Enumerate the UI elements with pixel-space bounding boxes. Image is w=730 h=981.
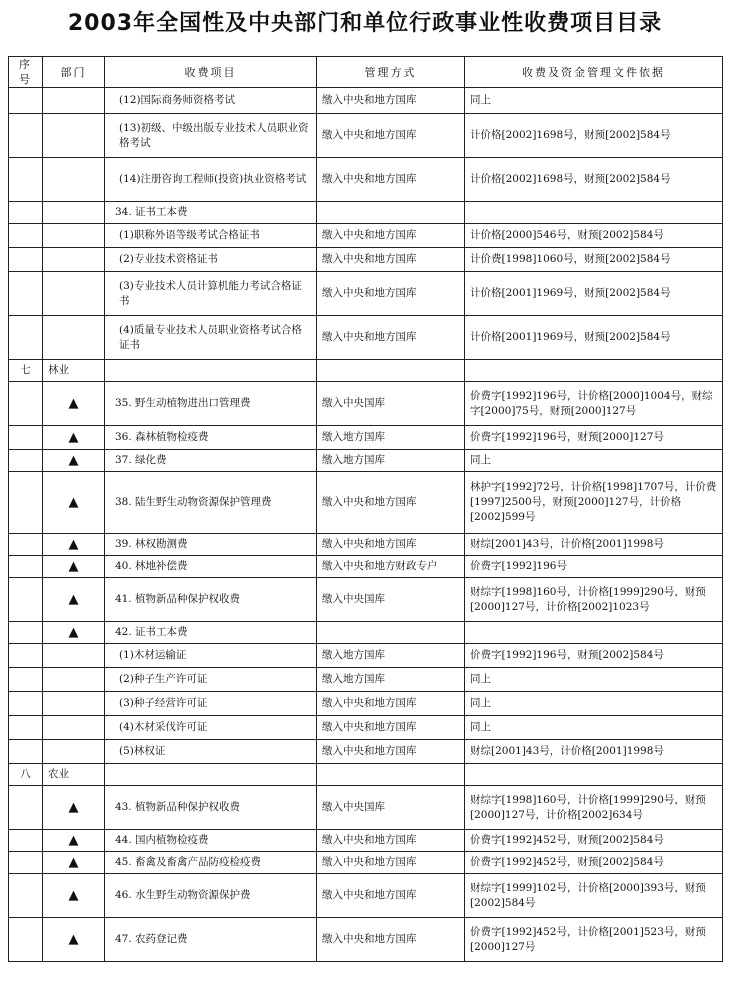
row-number <box>9 644 43 668</box>
management-method <box>317 764 465 786</box>
row-number <box>9 248 43 272</box>
fee-item-name: 43. 植物新品种保护权收费 <box>105 786 317 830</box>
document-basis: 价费字[1992]452号，计价格[2001]523号，财预[2000]127号 <box>465 918 723 962</box>
management-method: 缴入中央国库 <box>317 578 465 622</box>
department-name <box>43 158 105 202</box>
fee-item-name: 39. 林权勘测费 <box>105 534 317 556</box>
table-row <box>9 918 723 962</box>
table-row <box>9 114 723 158</box>
management-method: 缴入中央和地方国库 <box>317 874 465 918</box>
central-dept-marker: ▲ <box>43 918 105 962</box>
row-number <box>9 382 43 426</box>
row-number <box>9 472 43 534</box>
fee-table <box>8 56 723 962</box>
document-basis <box>465 202 723 224</box>
document-basis: 计价格[2002]1698号，财预[2002]584号 <box>465 158 723 202</box>
table-row <box>9 874 723 918</box>
table-row <box>9 426 723 450</box>
row-number <box>9 534 43 556</box>
document-basis: 价费字[1992]196号，财预[2000]127号 <box>465 426 723 450</box>
department-name <box>43 114 105 158</box>
management-method: 缴入中央和地方国库 <box>317 830 465 852</box>
management-method: 缴入地方国库 <box>317 644 465 668</box>
document-basis: 计价格[2001]1969号，财预[2002]584号 <box>465 272 723 316</box>
department-name <box>43 316 105 360</box>
table-row <box>9 644 723 668</box>
header-basis: 收费及资金管理文件依据 <box>465 57 723 88</box>
row-number <box>9 158 43 202</box>
management-method: 缴入中央国库 <box>317 382 465 426</box>
fee-item-name: (1)职称外语等级考试合格证书 <box>105 224 317 248</box>
row-number <box>9 740 43 764</box>
document-basis: 计价格[2002]1698号，财预[2002]584号 <box>465 114 723 158</box>
document-basis: 计价格[2000]546号，财预[2002]584号 <box>465 224 723 248</box>
document-basis: 同上 <box>465 88 723 114</box>
table-row <box>9 450 723 472</box>
department-name <box>43 740 105 764</box>
central-dept-marker: ▲ <box>43 472 105 534</box>
department-name <box>43 248 105 272</box>
fee-item-name: 35. 野生动植物进出口管理费 <box>105 382 317 426</box>
fee-item-name: 37. 绿化费 <box>105 450 317 472</box>
row-number <box>9 852 43 874</box>
table-row <box>9 248 723 272</box>
management-method: 缴入中央和地方国库 <box>317 716 465 740</box>
table-row <box>9 578 723 622</box>
row-number: 八 <box>9 764 43 786</box>
central-dept-marker: ▲ <box>43 556 105 578</box>
row-number <box>9 450 43 472</box>
row-number <box>9 224 43 248</box>
central-dept-marker: ▲ <box>43 786 105 830</box>
department-name <box>43 88 105 114</box>
management-method: 缴入中央和地方国库 <box>317 272 465 316</box>
department-name: 农业 <box>43 764 105 786</box>
management-method: 缴入地方国库 <box>317 668 465 692</box>
header-dept: 部门 <box>43 57 105 88</box>
row-number <box>9 918 43 962</box>
fee-item-name: (5)林权证 <box>105 740 317 764</box>
table-row <box>9 472 723 534</box>
document-basis: 同上 <box>465 668 723 692</box>
document-basis <box>465 360 723 382</box>
fee-item-name: (2)种子生产许可证 <box>105 668 317 692</box>
management-method: 缴入地方国库 <box>317 426 465 450</box>
row-number <box>9 716 43 740</box>
management-method: 缴入中央和地方国库 <box>317 852 465 874</box>
central-dept-marker: ▲ <box>43 852 105 874</box>
header-row <box>9 57 723 88</box>
central-dept-marker: ▲ <box>43 382 105 426</box>
management-method: 缴入中央和地方国库 <box>317 534 465 556</box>
central-dept-marker: ▲ <box>43 578 105 622</box>
table-row <box>9 852 723 874</box>
management-method: 缴入中央和地方国库 <box>317 158 465 202</box>
document-basis: 价费字[1992]196号 <box>465 556 723 578</box>
document-basis: 价费字[1992]452号，财预[2002]584号 <box>465 830 723 852</box>
document-basis <box>465 622 723 644</box>
management-method: 缴入中央和地方国库 <box>317 248 465 272</box>
department-name <box>43 716 105 740</box>
table-row <box>9 716 723 740</box>
row-number <box>9 202 43 224</box>
table-row <box>9 316 723 360</box>
fee-item-name <box>105 764 317 786</box>
table-row <box>9 556 723 578</box>
row-number <box>9 556 43 578</box>
row-number <box>9 578 43 622</box>
document-basis: 财综[2001]43号，计价格[2001]1998号 <box>465 740 723 764</box>
fee-item-name: 46. 水生野生动物资源保护费 <box>105 874 317 918</box>
department-name <box>43 202 105 224</box>
header-mgmt: 管理方式 <box>317 57 465 88</box>
central-dept-marker: ▲ <box>43 622 105 644</box>
table-row <box>9 786 723 830</box>
row-number <box>9 692 43 716</box>
management-method: 缴入中央国库 <box>317 786 465 830</box>
management-method: 缴入中央和地方国库 <box>317 316 465 360</box>
document-basis: 同上 <box>465 692 723 716</box>
fee-item-name: 47. 农药登记费 <box>105 918 317 962</box>
fee-item-name: 45. 畜禽及畜禽产品防疫检疫费 <box>105 852 317 874</box>
document-basis: 计价费[1998]1060号，财预[2002]584号 <box>465 248 723 272</box>
fee-item-name: (1)木材运输证 <box>105 644 317 668</box>
fee-item-name: (13)初级、中级出版专业技术人员职业资格考试 <box>105 114 317 158</box>
fee-item-name: 44. 国内植物检疫费 <box>105 830 317 852</box>
table-row <box>9 88 723 114</box>
table-row <box>9 830 723 852</box>
table-row <box>9 740 723 764</box>
document-basis: 价费字[1992]196号，财预[2002]584号 <box>465 644 723 668</box>
table-row <box>9 764 723 786</box>
table-row <box>9 382 723 426</box>
management-method: 缴入中央和地方国库 <box>317 88 465 114</box>
document-basis: 财综字[1999]102号，计价格[2000]393号，财预[2002]584号 <box>465 874 723 918</box>
department-name <box>43 668 105 692</box>
fee-item-name: 41. 植物新品种保护权收费 <box>105 578 317 622</box>
document-basis: 财综字[1998]160号，计价格[1999]290号，财预[2000]127号，计价格[2002]634号 <box>465 786 723 830</box>
row-number <box>9 874 43 918</box>
fee-item-name: (12)国际商务师资格考试 <box>105 88 317 114</box>
table-row <box>9 272 723 316</box>
management-method: 缴入中央和地方国库 <box>317 114 465 158</box>
department-name <box>43 644 105 668</box>
management-method: 缴入中央和地方财政专户 <box>317 556 465 578</box>
document-basis: 财综字[1998]160号，计价格[1999]290号，财预[2000]127号，计价格[2002]1023号 <box>465 578 723 622</box>
row-number <box>9 830 43 852</box>
management-method: 缴入地方国库 <box>317 450 465 472</box>
fee-item-name: (14)注册咨询工程师(投资)执业资格考试 <box>105 158 317 202</box>
management-method <box>317 360 465 382</box>
fee-item-name: (2)专业技术资格证书 <box>105 248 317 272</box>
row-number <box>9 622 43 644</box>
fee-item-name: 34. 证书工本费 <box>105 202 317 224</box>
management-method: 缴入中央和地方国库 <box>317 692 465 716</box>
central-dept-marker: ▲ <box>43 426 105 450</box>
document-basis: 同上 <box>465 450 723 472</box>
fee-item-name: (4)木材采伐许可证 <box>105 716 317 740</box>
document-basis: 价费字[1992]196号，计价格[2000]1004号，财综字[2000]75号，财预[2000]127号 <box>465 382 723 426</box>
table-body <box>9 88 723 962</box>
document-basis: 计价格[2001]1969号，财预[2002]584号 <box>465 316 723 360</box>
fee-item-name: 38. 陆生野生动物资源保护管理费 <box>105 472 317 534</box>
management-method: 缴入中央和地方国库 <box>317 224 465 248</box>
table-row <box>9 360 723 382</box>
row-number <box>9 786 43 830</box>
row-number <box>9 668 43 692</box>
department-name <box>43 224 105 248</box>
table-row <box>9 622 723 644</box>
table-row <box>9 692 723 716</box>
department-name <box>43 692 105 716</box>
document-basis <box>465 764 723 786</box>
row-number <box>9 88 43 114</box>
document-basis: 同上 <box>465 716 723 740</box>
page-title: 2003年全国性及中央部门和单位行政事业性收费项目目录 <box>67 11 663 36</box>
fee-item-name: (3)专业技术人员计算机能力考试合格证书 <box>105 272 317 316</box>
fee-item-name: 42. 证书工本费 <box>105 622 317 644</box>
management-method: 缴入中央和地方国库 <box>317 472 465 534</box>
department-name: 林业 <box>43 360 105 382</box>
header-item: 收费项目 <box>105 57 317 88</box>
table-row <box>9 534 723 556</box>
department-name <box>43 272 105 316</box>
row-number <box>9 272 43 316</box>
document-basis: 林护字[1992]72号，计价格[1998]1707号，计价费[1997]2500号，财预[2000]127号，计价格[2002]599号 <box>465 472 723 534</box>
row-number <box>9 316 43 360</box>
row-number <box>9 114 43 158</box>
table-row <box>9 668 723 692</box>
fee-item-name <box>105 360 317 382</box>
table-row <box>9 202 723 224</box>
row-number: 七 <box>9 360 43 382</box>
document-basis: 财综[2001]43号，计价格[2001]1998号 <box>465 534 723 556</box>
management-method: 缴入中央和地方国库 <box>317 918 465 962</box>
document-basis: 价费字[1992]452号，财预[2002]584号 <box>465 852 723 874</box>
management-method <box>317 202 465 224</box>
central-dept-marker: ▲ <box>43 450 105 472</box>
table-row <box>9 224 723 248</box>
header-no: 序号 <box>9 57 43 88</box>
central-dept-marker: ▲ <box>43 874 105 918</box>
row-number <box>9 426 43 450</box>
fee-item-name: 36. 森林植物检疫费 <box>105 426 317 450</box>
central-dept-marker: ▲ <box>43 534 105 556</box>
table-row <box>9 158 723 202</box>
management-method: 缴入中央和地方国库 <box>317 740 465 764</box>
management-method <box>317 622 465 644</box>
fee-item-name: (4)质量专业技术人员职业资格考试合格证书 <box>105 316 317 360</box>
fee-item-name: 40. 林地补偿费 <box>105 556 317 578</box>
fee-item-name: (3)种子经营许可证 <box>105 692 317 716</box>
central-dept-marker: ▲ <box>43 830 105 852</box>
